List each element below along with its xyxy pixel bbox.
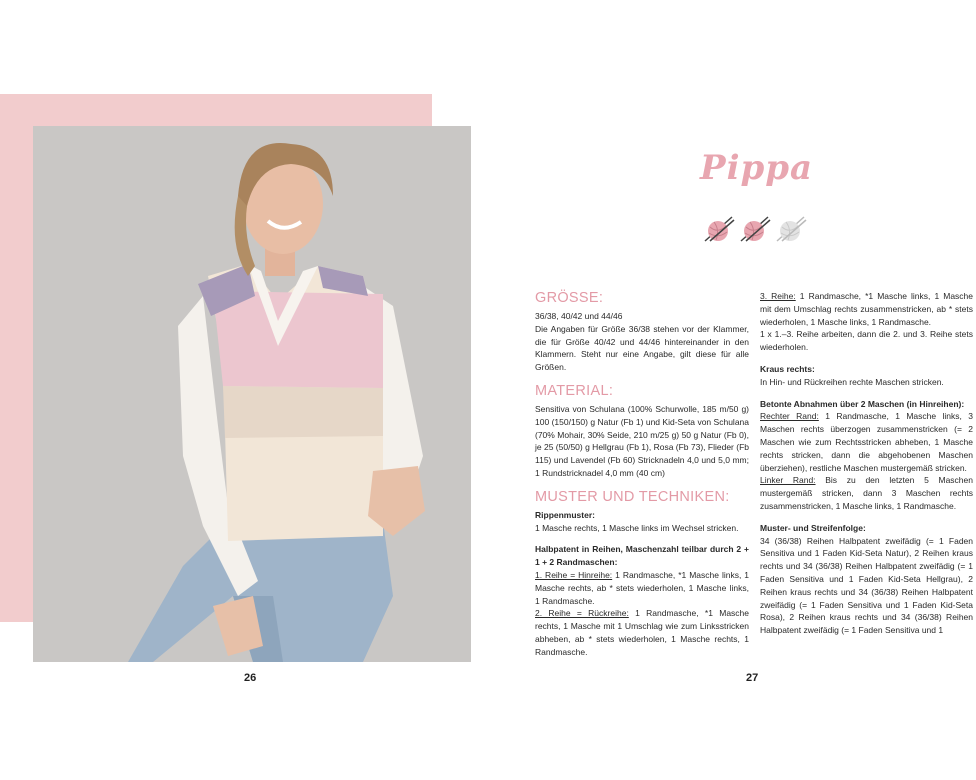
pattern-title: Pippa <box>700 148 814 188</box>
yarn-ball-needles-icon <box>738 214 772 244</box>
rippen-text: 1 Masche rechts, 1 Masche links im Wechsel stricken. <box>535 522 739 533</box>
linker-rand-label: Linker Rand: <box>760 475 816 486</box>
reihe3-paragraph <box>760 290 973 328</box>
page-number-right: 27 <box>746 672 759 684</box>
material-text: Sensitiva von Schulana (100% Schurwolle, 185 m/50 g) 100 (150/150) g Natur (Fb 1) und Kid-Seta von Schulana (70% Mohair, 30% Seide, 210 m/25 g) 50 g Natur (Fb 0), je 25 (50/50) g Hellgrau (Fb 1), Rosa (Fb 73), Flieder (Fb 115) und Lavendel (Fb 60) Stricknadeln 4,0 und 5,0 mm; 1 Rundstricknadel 4,0 mm (40 cm) <box>535 403 750 478</box>
heading-groesse: GRÖSSE: <box>535 290 604 306</box>
reihe2-label: 2. Reihe = Rückreihe: <box>535 608 629 619</box>
reihe1-label: 1. Reihe = Hinreihe: <box>535 569 613 580</box>
rechter-rand-label: Rechter Rand: <box>760 411 819 422</box>
linker-rand-paragraph <box>760 474 973 512</box>
abnahmen-title: Betonte Abnahmen über 2 Maschen (in Hinreihen): <box>760 398 965 409</box>
size-list: 36/38, 40/42 und 44/46 <box>535 311 623 321</box>
reihe3-text: 1 Randmasche, *1 Masche links, 1 Masche mit dem Umschlag rechts zusammenstricken, ab * stets wiederholen, 1 Masche links, 1 Randmasche. <box>760 291 973 327</box>
rechter-rand-text: 1 Randmasche, 1 Masche links, 3 Maschen rechts überzogen zusammenstricken (= 2 Maschen wie zum Rechtsstricken abheben, 1 Masche rechts stricken, dann die abgehobenen Maschen überziehen), restliche Maschen mustergemäß stricken. <box>760 411 973 473</box>
rippen-title: Rippenmuster: <box>535 509 595 520</box>
size-notes: Die Angaben für Größe 36/38 stehen vor der Klammer, die für Größe 40/42 und 44/46 hintereinander in den Klammern. Steht nur eine Angabe, gilt diese für alle Größen. <box>535 323 749 373</box>
page-number-left: 26 <box>244 672 257 684</box>
halbpatent-title: Halbpatent in Reihen, Maschenzahl teilbar durch 2 + 1 + 2 Randmaschen: <box>535 544 749 568</box>
reihe1-text: 1 Randmasche, *1 Masche links, 1 Masche rechts, ab * stets wiederholen, 1 Masche links, 1 Randmasche. <box>535 569 749 606</box>
reihe2-paragraph <box>535 607 749 658</box>
difficulty-rating <box>702 214 808 244</box>
folge-title: Muster- und Streifenfolge: <box>760 522 866 533</box>
reihe-repeat: 1 x 1.–3. Reihe arbeiten, dann die 2. und 3. Reihe stets wiederholen. <box>760 329 973 353</box>
reihe2-text: 1 Randmasche, *1 Masche rechts, 1 Masche mit 1 Umschlag wie zum Linksstricken abheben, ab * stets wiederholen, 1 Masche rechts, 1 Randmasche. <box>535 608 749 657</box>
heading-material: MATERIAL: <box>535 382 614 399</box>
yarn-ball-needles-icon-empty <box>774 214 808 244</box>
folge-text: 34 (36/38) Reihen Halbpatent zweifädig (= 1 Faden Sensitiva und 1 Faden Kid-Seta Natur), 2 Reihen kraus rechts und 34 (36/38) Reihen Halbpatent zweifädig (= 1 Faden Sensitiva und 1 Faden Kid-Seta Hellgrau), 2 Reihen kraus rechts und 34 (36/38) Reihen Halbpatent zweifädig (= 1 Faden Sensitiva und 1 Faden Kid-Seta Rosa), 2 Reihen kraus rechts und 34 (36/38) Reihen Halbpatent zweifädig (= 1 Faden Sensitiva und 1 <box>760 535 973 636</box>
linker-rand-text: Bis zu den letzten 5 Maschen mustergemäß stricken, dann 3 Maschen rechts zusammenstricken, 1 Masche links, 1 Randmasche. <box>760 475 973 511</box>
kraus-title: Kraus rechts: <box>760 363 815 374</box>
rechter-rand-paragraph <box>760 410 973 474</box>
kraus-text: In Hin- und Rückreihen rechte Maschen stricken. <box>760 376 944 387</box>
reihe3-label: 3. Reihe: <box>760 291 796 301</box>
yarn-ball-needles-icon <box>702 214 736 244</box>
heading-muster: MUSTER UND TECHNIKEN: <box>535 488 730 505</box>
model-photo <box>33 126 471 662</box>
text-column-right <box>760 290 973 637</box>
text-column-left <box>535 290 749 659</box>
reihe1-paragraph <box>535 569 749 607</box>
